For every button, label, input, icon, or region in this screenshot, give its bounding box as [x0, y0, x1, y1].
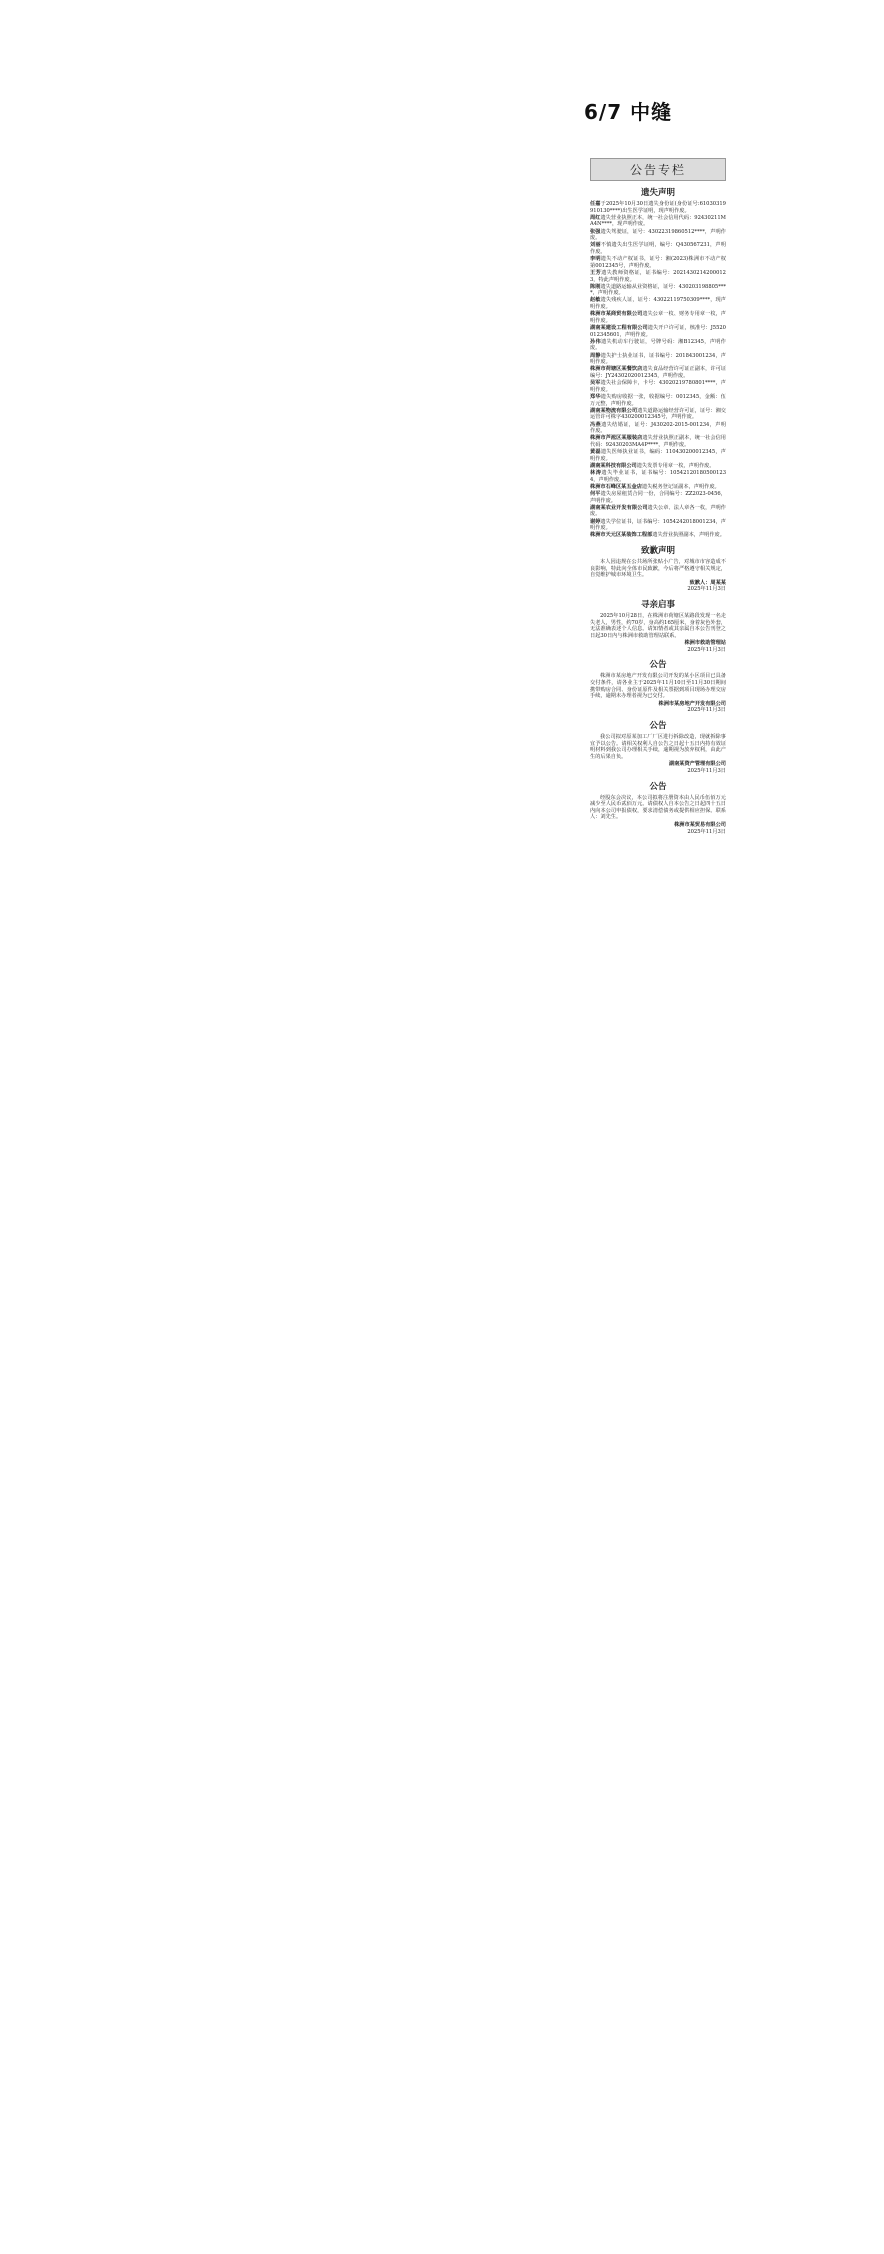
notice-2-date: 2025年11月3日 — [687, 768, 726, 774]
lost-notice-item — [590, 463, 726, 470]
lost-notice-text: 遗失道路运输经营许可证，证号：湘交运管许可株字430200012345号，声明作废。 — [590, 407, 726, 421]
lost-notice-name: 湖南某科技有限公司 — [590, 462, 637, 469]
lost-notice-item — [590, 435, 726, 448]
lost-notice-name: 郑华 — [590, 393, 601, 400]
lost-notice-name: 孙伟 — [590, 338, 602, 345]
lost-notice-name: 何平 — [590, 491, 601, 497]
seeking-date: 2025年11月3日 — [687, 646, 726, 653]
lost-notice-list — [590, 201, 726, 539]
lost-notice-item — [590, 532, 726, 539]
lost-notice-text: 遗失发票专用章一枚，声明作废。 — [636, 462, 715, 469]
lost-notice-name: 李明 — [590, 256, 601, 263]
lost-notice-name: 湖南某建设工程有限公司 — [590, 325, 648, 332]
notice-3-date: 2025年11月3日 — [687, 828, 726, 835]
lost-notice-text: 遗失开户许可证，核准号：J5520012345601，声明作废。 — [590, 325, 726, 338]
lost-notice-item — [590, 505, 726, 518]
lost-notice-text: 遗失教师资格证，证书编号：20214302142000123，特此声明作废。 — [590, 269, 726, 283]
lost-notice-name: 王芳 — [590, 269, 602, 276]
lost-notice-text: 遗失购房收据一张，收据编号：0012345，金额：伍万元整，声明作废。 — [590, 393, 726, 407]
lost-notice-text: 遗失驾驶证，证号：43022319860512****，声明作废。 — [590, 228, 726, 242]
lost-notice-text: 遗失护士执业证书，证书编号：201843001234，声明作废。 — [590, 352, 726, 366]
lost-notice-item — [590, 353, 726, 366]
lost-notice-text: 遗失公章一枚、财务专用章一枚，声明作废。 — [590, 311, 726, 324]
lost-notice-name: 刘丽 — [590, 242, 601, 249]
section-title-notice-2: 公告 — [649, 721, 667, 732]
lost-notice-text: 于2025年10月30日遗失身份证(身份证号:61030319910130****)出生医学证明，现声明作废。 — [590, 201, 726, 214]
lost-notice-text: 遗失道路运输从业资格证，证号：430203198805****，声明作废。 — [590, 283, 726, 297]
lost-notice-item — [590, 256, 726, 269]
lost-notice-name: 赵敏 — [590, 297, 601, 304]
page-header: 6/7 中缝 — [584, 100, 673, 124]
lost-notice-item — [590, 229, 726, 242]
notice-2-signature: 湖南某资产管理有限公司 — [668, 761, 726, 768]
notice-2-body: 我公司拟对原某加工厂厂区进行拆除改造，现就拆除事宜予以公告。请相关权利人自公告之日起十五日内持有效证明材料到我公司办理相关手续，逾期视为放弃权利，由此产生的后果自负。 — [590, 734, 726, 760]
apology-signature: 致歉人：周某某 — [689, 579, 726, 586]
lost-notice-text: 遗失税务登记证副本，声明作废。 — [641, 483, 720, 490]
lost-notice-item — [590, 491, 726, 504]
lost-notice-item — [590, 408, 726, 421]
lost-notice-name: 株洲市荷塘区某餐饮店 — [590, 366, 643, 373]
lost-notice-text: 遗失残疾人证，证号：43022119750309****，现声明作废。 — [590, 297, 726, 311]
lost-notice-name: 周红 — [590, 214, 601, 221]
lost-notice-item — [590, 325, 726, 338]
lost-notice-name: 谢婷 — [590, 518, 601, 525]
lost-notice-text: 遗失医师执业证书，编码：110430200012345，声明作废。 — [590, 449, 726, 462]
lost-notice-text: 遗失营业执照正本，统一社会信用代码：92430211MA4N****，现声明作废。 — [590, 214, 726, 228]
lost-notice-item — [590, 297, 726, 310]
column-title: 公告专栏 — [590, 158, 726, 181]
lost-notice-item — [590, 311, 726, 324]
lost-notice-text: 遗失结婚证，证号：J430202-2015-001234，声明作废。 — [590, 421, 726, 435]
lost-notice-text: 遗失房屋租赁合同一份，合同编号：ZZ2023-0456，声明作废。 — [590, 491, 726, 504]
lost-notice-text: 遗失社会保障卡，卡号：43020219780801****，声明作废。 — [590, 380, 726, 393]
lost-notice-text: 不慎遗失出生医学证明，编号：Q430567231，声明作废。 — [590, 242, 726, 255]
lost-notice-item — [590, 242, 726, 255]
lost-notice-name: 吴军 — [590, 380, 601, 387]
notice-3-body: 经股东会决议，本公司拟将注册资本由人民币伍佰万元减少至人民币贰佰万元。请债权人自本公告之日起四十五日内向本公司申报债权，要求清偿债务或提供相应担保。联系人：刘先生。 — [590, 794, 726, 821]
lost-notice-item — [590, 380, 726, 393]
lost-notice-text: 遗失营业执照正副本，统一社会信用代码：92430203MA4P****，声明作废。 — [590, 435, 726, 448]
section-title-lost: 遗失声明 — [640, 188, 675, 198]
lost-notice-name: 株洲市某商贸有限公司 — [590, 311, 643, 318]
lost-notice-text: 遗失机动车行驶证，号牌号码：湘B12345，声明作废。 — [590, 338, 726, 352]
lost-notice-item — [590, 484, 726, 491]
lost-notice-name: 湖南某物流有限公司 — [590, 407, 638, 414]
notice-1-date: 2025年11月3日 — [687, 707, 726, 714]
lost-notice-item — [590, 366, 726, 379]
notice-1-signature: 株洲市某房地产开发有限公司 — [658, 700, 726, 707]
lost-notice-name: 任嘉 — [590, 201, 601, 207]
lost-notice-text: 遗失毕业证书，证书编号：105421201805001234，声明作废。 — [590, 470, 726, 483]
notice-3-signature: 株洲市某贸易有限公司 — [674, 821, 726, 828]
seeking-body: 2025年10月28日，在株洲市荷塘区某路段发现一名走失老人，男性，约70岁，身高约165厘米，身着灰色外套，无法准确表述个人信息。请知情者或其亲属自本公告刊登之日起30日内与株洲市救助管理站联系。 — [590, 612, 726, 639]
notice-1-body: 株洲市某房地产开发有限公司开发的某小区项目已具备交付条件，请各业主于2025年11月10日至11月30日期间携带购房合同、身份证原件及相关票据到项目现场办理交房手续，逾期未办理者视为已交付。 — [590, 673, 726, 700]
lost-notice-name: 株洲市石峰区某五金店 — [590, 483, 642, 490]
lost-notice-item — [590, 470, 726, 483]
apology-date: 2025年11月3日 — [687, 586, 726, 593]
lost-notice-name: 株洲市芦淞区某服装店 — [590, 435, 643, 442]
lost-notice-item — [590, 449, 726, 462]
lost-notice-name: 湖南某农业开发有限公司 — [590, 504, 648, 511]
lost-notice-text: 遗失学位证书，证书编号：1054242018001234，声明作废。 — [590, 518, 726, 532]
lost-notice-item — [590, 215, 726, 228]
lost-notice-item — [590, 284, 726, 297]
lost-notice-text: 遗失营业执照副本，声明作废。 — [652, 532, 725, 539]
lost-notice-item — [590, 270, 726, 283]
lost-notice-name: 周静 — [590, 352, 601, 359]
lost-notice-name: 黄磊 — [590, 449, 601, 456]
lost-notice-item — [590, 201, 726, 214]
lost-notice-name: 林涛 — [590, 470, 602, 477]
section-title-apology: 致歉声明 — [640, 545, 675, 556]
announcement-column — [590, 158, 726, 2162]
lost-notice-item — [590, 339, 726, 352]
apology-body: 本人因违规在公共场所张贴小广告，对城市市容造成不良影响，特此向全体市民致歉，今后将严格遵守相关规定，自觉维护城市环境卫生。 — [590, 558, 726, 579]
lost-notice-text: 遗失公章、法人章各一枚，声明作废。 — [590, 504, 726, 518]
lost-notice-text: 遗失食品经营许可证正副本，许可证编号：JY24302020012345，声明作废。 — [590, 366, 726, 379]
lost-notice-name: 陈刚 — [590, 283, 601, 290]
section-title-notice-1: 公告 — [649, 660, 667, 671]
seeking-signature: 株洲市救助管理站 — [684, 640, 726, 647]
lost-notice-name: 张强 — [590, 228, 601, 235]
section-title-seeking: 寻亲启事 — [640, 599, 675, 610]
lost-notice-name: 冯燕 — [590, 421, 602, 428]
lost-notice-name: 株洲市天元区某装饰工程部 — [590, 532, 653, 539]
lost-notice-item — [590, 422, 726, 435]
section-title-notice-3: 公告 — [649, 781, 667, 792]
lost-notice-item — [590, 394, 726, 407]
lost-notice-item — [590, 519, 726, 532]
lost-notice-text: 遗失不动产权证书，证号：湘(2023)株洲市不动产权第0012345号，声明作废。 — [590, 256, 726, 269]
